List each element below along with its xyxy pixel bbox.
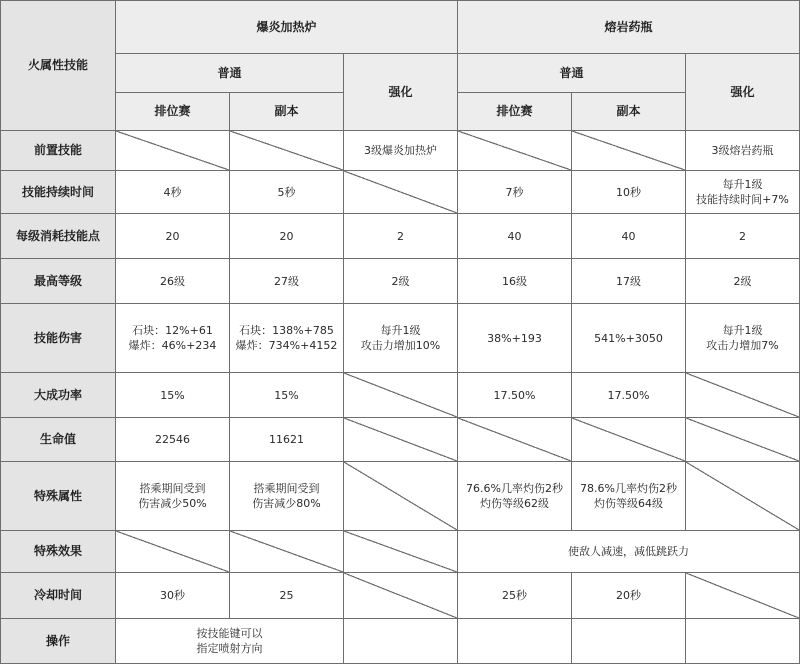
- success-skill-2-ranked: 17.50%: [457, 372, 572, 418]
- skill-1-enhanced-header: [343, 53, 458, 131]
- max-level-skill-2-enhanced: 2级: [685, 258, 800, 304]
- empty-cell: [685, 572, 800, 619]
- empty-cell: [343, 461, 458, 531]
- max-level-skill-1-dungeon: 27级: [229, 258, 344, 304]
- row-label-special-effect: 特殊效果: [0, 530, 116, 573]
- ranked-label: 排位赛: [496, 104, 533, 118]
- empty-cell: [685, 417, 800, 462]
- empty-cell: [685, 618, 800, 664]
- row-label-success-rate: 大成功率: [0, 372, 116, 418]
- prereq-skill-2-enhanced: 3级熔岩药瓶: [685, 130, 800, 171]
- row-label-duration: 技能持续时间: [0, 170, 116, 214]
- empty-cell: [229, 530, 344, 573]
- empty-cell: [343, 417, 458, 462]
- empty-cell: [115, 530, 230, 573]
- empty-cell: [343, 572, 458, 619]
- empty-cell: [685, 461, 800, 531]
- max-level-skill-1-ranked: 26级: [115, 258, 230, 304]
- success-skill-2-dungeon: 17.50%: [571, 372, 686, 418]
- skill-1-name: 爆炎加热炉: [256, 19, 317, 34]
- empty-cell: [571, 618, 686, 664]
- cost-skill-1-dungeon: 20: [229, 213, 344, 259]
- damage-skill-2-enhanced: 每升1级 攻击力增加7%: [685, 303, 800, 373]
- empty-cell: [457, 618, 572, 664]
- row-label-damage: 技能伤害: [0, 303, 116, 373]
- operation-skill-1: 按技能键可以 指定喷射方向: [115, 618, 344, 664]
- cost-skill-1-enhanced: 2: [343, 213, 458, 259]
- corner-label: 火属性技能: [27, 58, 88, 72]
- normal-label: 普通: [559, 65, 584, 80]
- success-skill-1-dungeon: 15%: [229, 372, 344, 418]
- empty-cell: [685, 372, 800, 418]
- dungeon-label: 副本: [616, 104, 641, 118]
- max-level-skill-2-ranked: 16级: [457, 258, 572, 304]
- damage-skill-1-dungeon: 石块：138%+785 爆炸：734%+4152: [229, 303, 344, 373]
- row-label-cooldown: 冷却时间: [0, 572, 116, 619]
- duration-skill-1-ranked: 4秒: [115, 170, 230, 214]
- empty-cell: [343, 372, 458, 418]
- special-attr-skill-1-ranked: 搭乘期间受到 伤害减少50%: [115, 461, 230, 531]
- skill-2-header: [457, 0, 800, 54]
- damage-skill-1-enhanced: 每升1级 攻击力增加10%: [343, 303, 458, 373]
- skill-1-normal-header: [115, 53, 344, 93]
- empty-cell: [343, 618, 458, 664]
- dungeon-label: 副本: [274, 104, 299, 118]
- special-attr-skill-2-dungeon: 78.6%几率灼伤2秒 灼伤等级64级: [571, 461, 686, 531]
- cooldown-skill-2-ranked: 25秒: [457, 572, 572, 619]
- skill-2-ranked-header: [457, 92, 572, 131]
- duration-skill-2-enhanced: 每升1级 技能持续时间+7%: [685, 170, 800, 214]
- ranked-label: 排位赛: [154, 104, 191, 118]
- normal-label: 普通: [217, 65, 242, 80]
- row-label-prereq: 前置技能: [0, 130, 116, 171]
- cost-skill-2-ranked: 40: [457, 213, 572, 259]
- duration-skill-2-dungeon: 10秒: [571, 170, 686, 214]
- duration-skill-1-dungeon: 5秒: [229, 170, 344, 214]
- enhanced-label: 强化: [388, 84, 413, 99]
- row-label-hp: 生命值: [0, 417, 116, 462]
- hp-skill-1-ranked: 22546: [115, 417, 230, 462]
- success-skill-1-ranked: 15%: [115, 372, 230, 418]
- max-level-skill-2-dungeon: 17级: [571, 258, 686, 304]
- damage-skill-1-ranked: 石块：12%+61 爆炸：46%+234: [115, 303, 230, 373]
- hp-skill-1-dungeon: 11621: [229, 417, 344, 462]
- cooldown-skill-1-dungeon: 25: [229, 572, 344, 619]
- empty-cell: [343, 530, 458, 573]
- row-label-max-level: 最高等级: [0, 258, 116, 304]
- special-attr-skill-1-dungeon: 搭乘期间受到 伤害减少80%: [229, 461, 344, 531]
- skill-2-dungeon-header: [571, 92, 686, 131]
- max-level-skill-1-enhanced: 2级: [343, 258, 458, 304]
- empty-cell: [343, 170, 458, 214]
- skill-2-name: 熔岩药瓶: [604, 19, 653, 34]
- skill-1-ranked-header: [115, 92, 230, 131]
- damage-skill-2-dungeon: 541%+3050: [571, 303, 686, 373]
- empty-cell: [115, 130, 230, 171]
- row-label-cost: 每级消耗技能点: [0, 213, 116, 259]
- skill-1-dungeon-header: [229, 92, 344, 131]
- row-label-special-attr: 特殊属性: [0, 461, 116, 531]
- empty-cell: [571, 130, 686, 171]
- row-label-operation: 操作: [0, 618, 116, 664]
- skill-2-enhanced-header: [685, 53, 800, 131]
- cost-skill-1-ranked: 20: [115, 213, 230, 259]
- skill-1-header: [115, 0, 458, 54]
- cooldown-skill-1-ranked: 30秒: [115, 572, 230, 619]
- empty-cell: [457, 130, 572, 171]
- enhanced-label: 强化: [730, 84, 755, 99]
- skill-2-normal-header: [457, 53, 686, 93]
- cost-skill-2-dungeon: 40: [571, 213, 686, 259]
- special-effect-skill-2: 使敌人减速，减低跳跃力: [457, 530, 800, 573]
- empty-cell: [229, 130, 344, 171]
- prereq-skill-1-enhanced: 3级爆炎加热炉: [343, 130, 458, 171]
- duration-skill-2-ranked: 7秒: [457, 170, 572, 214]
- damage-skill-2-ranked: 38%+193: [457, 303, 572, 373]
- empty-cell: [457, 417, 572, 462]
- special-attr-skill-2-ranked: 76.6%几率灼伤2秒 灼伤等级62级: [457, 461, 572, 531]
- corner-header: [0, 0, 116, 131]
- cooldown-skill-2-dungeon: 20秒: [571, 572, 686, 619]
- cost-skill-2-enhanced: 2: [685, 213, 800, 259]
- empty-cell: [571, 417, 686, 462]
